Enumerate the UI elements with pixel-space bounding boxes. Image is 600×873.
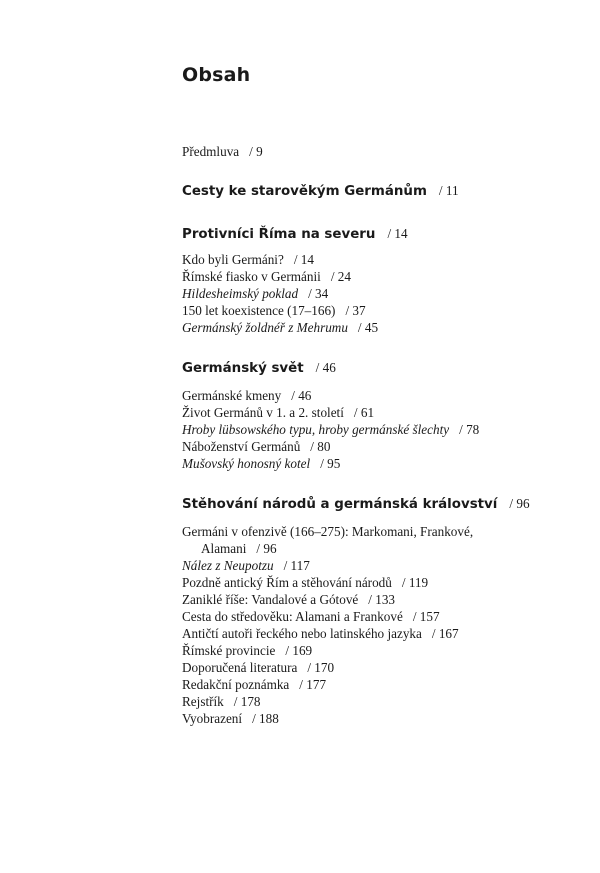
toc-entry-text: Římské fiasko v Germánii — [182, 269, 321, 284]
toc-entry-page: / 167 — [431, 626, 459, 641]
toc-entry[interactable] — [182, 557, 310, 574]
toc-entry-text: Germáni v ofenzivě (166–275): Markomani, Frankové, — [182, 524, 474, 539]
toc-entry-continuation[interactable] — [201, 540, 277, 557]
toc-entry-text: Život Germánů v 1. a 2. století — [182, 405, 344, 420]
section-page: / 14 — [387, 226, 408, 241]
toc-entry-text: Alamani — [201, 541, 247, 556]
toc-entry[interactable] — [182, 285, 328, 302]
toc-section-heading[interactable] — [182, 359, 336, 378]
toc-entry-text: Antičtí autoři řeckého nebo latinského jazyka — [182, 626, 422, 641]
section-page: / 46 — [315, 360, 336, 375]
toc-entry-text: Římské provincie — [182, 643, 276, 658]
toc-entry-text: Vyobrazení — [182, 711, 243, 726]
toc-entry[interactable] — [182, 438, 330, 455]
toc-entry[interactable] — [182, 659, 334, 676]
toc-entry-text: Hildesheimský poklad — [182, 286, 299, 301]
toc-entry[interactable] — [182, 676, 326, 693]
toc-entry-page: / 78 — [459, 422, 480, 437]
toc-entry[interactable] — [182, 302, 366, 319]
toc-entry-page: / 96 — [256, 541, 277, 556]
toc-entry-page: / 45 — [357, 320, 379, 335]
toc-entry[interactable] — [182, 319, 378, 336]
toc-entry-page: / 117 — [283, 558, 310, 573]
toc-entry-page: / 61 — [353, 405, 375, 420]
toc-entry-page: / 157 — [412, 609, 440, 624]
toc-entry-page: / 14 — [293, 252, 314, 267]
toc-entry-text: 150 let koexistence (17–166) — [182, 303, 336, 318]
toc-entry-page: / 95 — [320, 456, 341, 471]
toc-entry-text: Germánský žoldnéř z Mehrumu — [182, 320, 348, 335]
toc-entry-text: Nález z Neupotzu — [182, 558, 274, 573]
toc-entry-page: / 119 — [401, 575, 429, 590]
toc-entry[interactable] — [182, 251, 314, 268]
toc-entry[interactable] — [182, 608, 440, 625]
toc-entry-page: / 178 — [233, 694, 261, 709]
toc-entry-text: Rejstřík — [182, 694, 224, 709]
toc-entry-page: / 133 — [368, 592, 396, 607]
toc-entry-text: Germánské kmeny — [182, 388, 282, 403]
toc-entry[interactable] — [182, 693, 261, 710]
section-title: Protivníci Říma na severu — [182, 227, 376, 242]
toc-entry-text: Redakční poznámka — [182, 677, 290, 692]
toc-entry-page: / 34 — [308, 286, 329, 301]
toc-section-heading[interactable] — [182, 182, 459, 201]
toc-entry-text: Pozdně antický Řím a stěhování národů — [182, 575, 392, 590]
toc-entry-page: / 188 — [252, 711, 279, 726]
toc-entry[interactable] — [182, 574, 428, 591]
toc-entry[interactable] — [182, 455, 340, 472]
toc-entry-text: Kdo byli Germáni? — [182, 252, 284, 267]
toc-entry[interactable] — [182, 591, 395, 608]
toc-entry-page: / 24 — [330, 269, 351, 284]
toc-entry[interactable] — [182, 421, 479, 438]
toc-entry-text: Hroby lübsowského typu, hroby germánské šlechty — [182, 422, 450, 437]
toc-entry-text: Cesta do středověku: Alamani a Frankové — [182, 609, 403, 624]
toc-entry-page: / 9 — [249, 144, 263, 159]
toc-entry-text: Předmluva — [182, 144, 240, 159]
toc-entry-page: / 177 — [299, 677, 327, 692]
toc-entry[interactable] — [182, 387, 311, 404]
section-page: / 96 — [509, 496, 530, 511]
section-page: / 11 — [438, 183, 459, 198]
section-title: Stěhování národů a germánská království — [182, 497, 498, 512]
toc-entry-text: Doporučená literatura — [182, 660, 298, 675]
page-title: Obsah — [182, 64, 251, 86]
toc-section-heading[interactable] — [182, 495, 530, 514]
toc-entry-text: Náboženství Germánů — [182, 439, 301, 454]
toc-entry-preface[interactable] — [182, 143, 263, 160]
toc-entry[interactable] — [182, 625, 459, 642]
toc-entry-page: / 37 — [345, 303, 366, 318]
toc-section-heading[interactable] — [182, 225, 408, 244]
section-title: Germánský svět — [182, 361, 304, 376]
toc-entry[interactable] — [182, 404, 374, 421]
toc-entry-text: Mušovský honosný kotel — [182, 456, 311, 471]
toc-entry[interactable] — [182, 710, 279, 727]
toc-entry-page: / 46 — [291, 388, 312, 403]
toc-entry[interactable] — [182, 268, 351, 285]
section-title: Cesty ke starověkým Germánům — [182, 184, 427, 199]
toc-entry-page: / 169 — [285, 643, 313, 658]
toc-entry[interactable] — [182, 642, 312, 659]
toc-entry-page: / 170 — [307, 660, 335, 675]
toc-entry[interactable] — [182, 523, 473, 540]
toc-entry-text: Zaniklé říše: Vandalové a Gótové — [182, 592, 359, 607]
toc-entry-page: / 80 — [310, 439, 331, 454]
